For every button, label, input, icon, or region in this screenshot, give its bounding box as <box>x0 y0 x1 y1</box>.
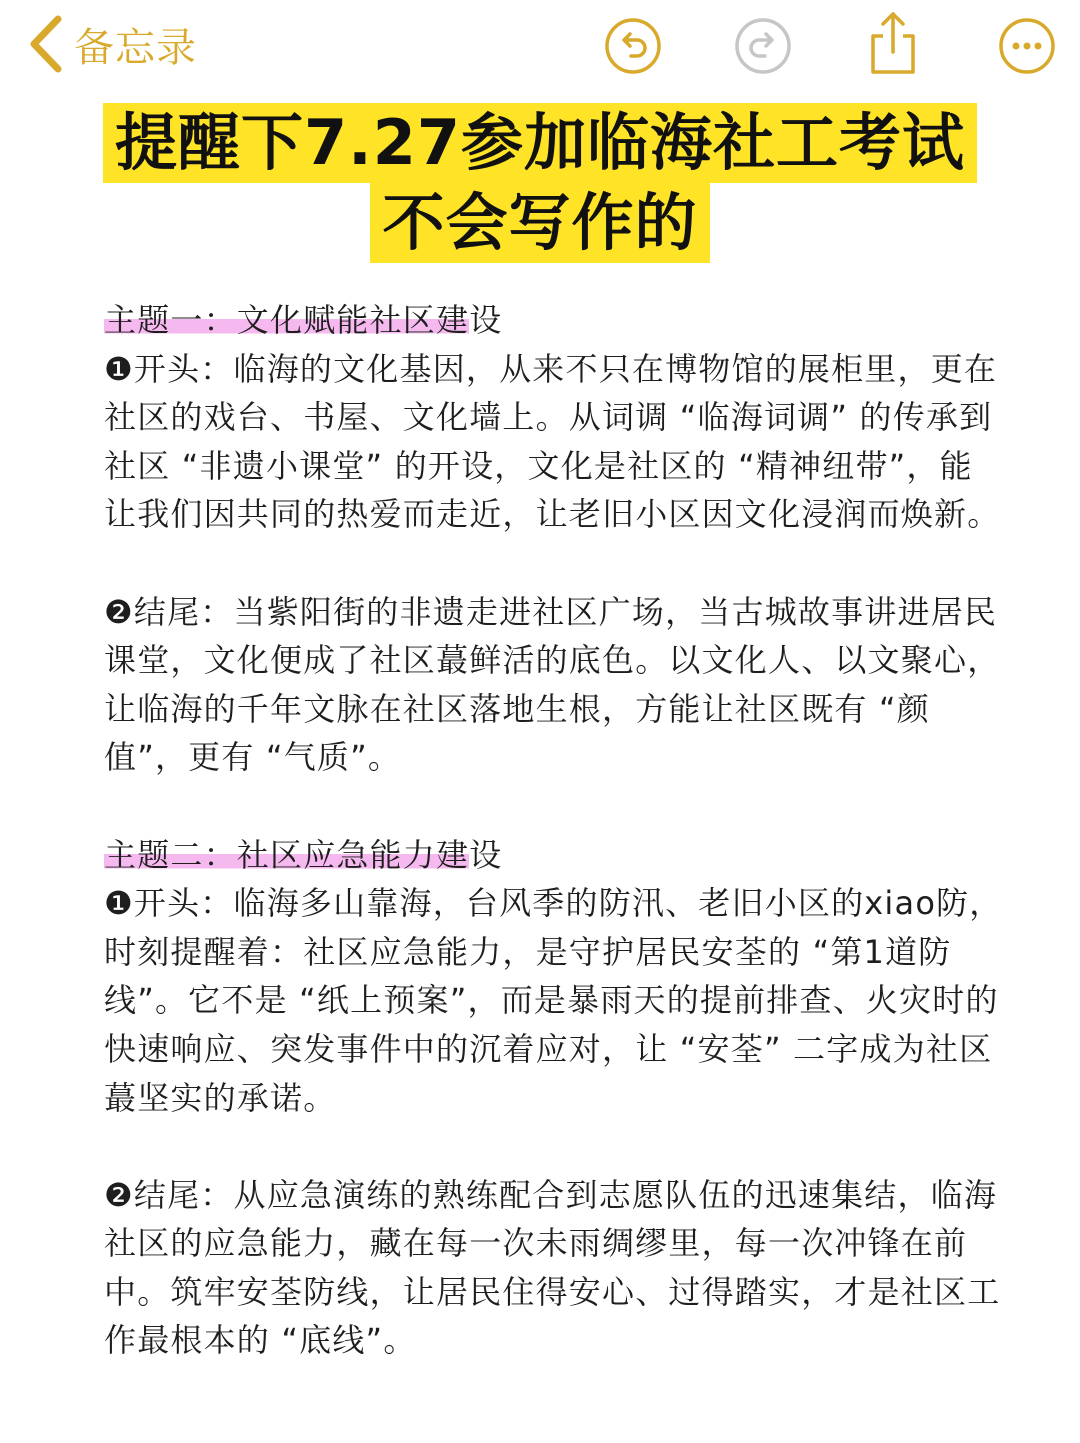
topic-tail: 设 <box>469 301 503 339</box>
section-2-heading[interactable] <box>104 831 1004 880</box>
topic-tail: 设 <box>469 835 503 874</box>
blank-line <box>104 1122 1004 1171</box>
undo-icon <box>603 16 663 76</box>
section-1-opening[interactable]: ❶开头：临海的文化基因，从来不只在博物馆的展柜里，更在社区的戏台、书屋、文化墙上。从词调 “临海词调” 的传承到社区 “非遗小课堂” 的开设，文化是社区的 “精神纽带”，能让我们因共同的热爱而走近，让老旧小区因文化浸润而焕新。 <box>104 349 1001 534</box>
topic-highlight: 主题二：社区应急能力建 <box>104 835 470 874</box>
more-icon <box>997 16 1057 76</box>
section-1-heading[interactable] <box>104 296 1004 345</box>
blank-line <box>104 539 1004 588</box>
section-1-ending[interactable]: ❷结尾：当紫阳街的非遗走进社区广场，当古城故事讲进居民课堂，文化便成了社区蕞鲜活的底色。以文化人、以文聚心，让临海的千年文脉在社区落地生根，方能让社区既有 “颜值”，更有 “气质”。 <box>104 592 1001 777</box>
note-body[interactable] <box>104 296 1004 1365</box>
undo-button[interactable] <box>603 16 663 76</box>
blank-line <box>104 782 1004 831</box>
title-line-1[interactable]: 提醒下7.27参加临海社工考试 <box>103 103 977 183</box>
share-icon <box>863 8 923 78</box>
title-line-2[interactable]: 不会写作的 <box>370 183 709 263</box>
chevron-left-icon <box>28 15 64 73</box>
more-button[interactable] <box>997 16 1057 76</box>
topic-highlight: 主题一：文化赋能社区建 <box>104 301 470 339</box>
redo-icon <box>733 16 793 76</box>
back-label: 备忘录 <box>74 24 197 71</box>
nav-bar <box>0 0 1080 96</box>
back-button[interactable] <box>28 12 197 76</box>
section-2-opening[interactable]: ❶开头：临海多山靠海，台风季的防汛、老旧小区的xiao防，时刻提醒着：社区应急能力，是守护居民安荃的 “第1道防线”。它不是 “纸上预案”，而是暴雨天的提前排查、火灾时的快速响应、突发事件中的沉着应对，让 “安荃” 二字成为社区蕞坚实的承诺。 <box>104 884 1003 1117</box>
note-title <box>0 103 1080 263</box>
share-button[interactable] <box>863 8 923 68</box>
redo-button[interactable] <box>733 16 793 76</box>
section-2-ending[interactable]: ❷结尾：从应急演练的熟练配合到志愿队伍的迅速集结，临海社区的应急能力，藏在每一次未雨绸缪里，每一次冲锋在前中。筑牢安荃防线，让居民住得安心、过得踏实，才是社区工作最根本的 “底线”。 <box>104 1175 1001 1360</box>
